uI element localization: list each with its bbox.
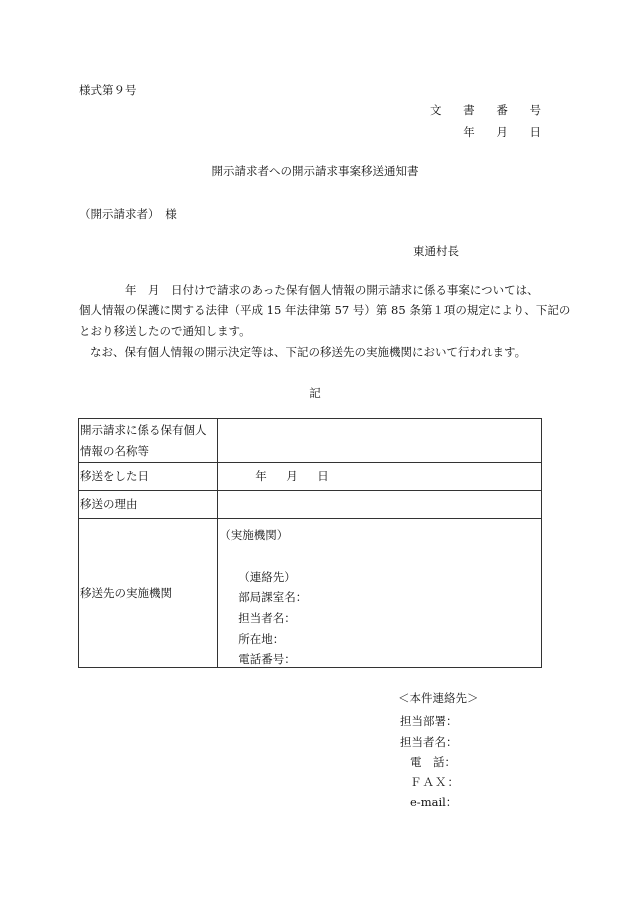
agency-dept-label: 部局課室名： — [238, 590, 308, 604]
transfer-date-value: 年 月 日 — [255, 469, 333, 483]
agency-address-label: 所在地： — [238, 632, 285, 646]
body-paragraph-line-1: 年 月 日付けで請求のあった保有個人情報の開示請求に係る事案については、 — [125, 283, 539, 297]
info-name-label-line-1: 開示請求に係る保有個人 — [80, 422, 207, 437]
destination-agency-label: 移送先の実施機関 — [79, 519, 218, 668]
transfer-info-table — [78, 418, 542, 668]
contact-block-heading: ＜本件連絡先＞ — [398, 691, 479, 705]
document-number-label: 文 書 番 号 — [430, 103, 550, 117]
transfer-reason-value-cell — [218, 491, 542, 519]
info-name-label-line-2: 情報の名称等 — [80, 443, 149, 458]
agency-heading: （実施機関） — [219, 528, 289, 542]
contact-dept-label: 担当部署： — [400, 714, 458, 728]
sender-name: 東通村長 — [413, 244, 459, 258]
agency-contact-heading: （連絡先） — [238, 570, 296, 584]
contact-fax-label: ＦＡＸ： — [410, 775, 460, 789]
agency-person-label: 担当者名： — [238, 611, 296, 625]
table-row — [79, 419, 542, 463]
ki-heading: 記 — [309, 386, 321, 400]
transfer-reason-label: 移送の理由 — [79, 491, 218, 519]
document-date-label: 年 月 日 — [463, 125, 550, 139]
transfer-date-value-cell — [218, 463, 542, 491]
contact-person-label: 担当者名： — [400, 735, 458, 749]
table-row — [79, 519, 542, 668]
body-paragraph-line-3: とおり移送したので通知します。 — [79, 324, 251, 338]
body-paragraph-line-2: 個人情報の保護に関する法律（平成 15 年法律第 57 号）第 85 条第１項の規定により、下記の — [79, 303, 571, 317]
agency-phone-label: 電話番号： — [238, 652, 296, 666]
contact-email-label: e-mail： — [410, 795, 458, 809]
transfer-date-label: 移送をした日 — [79, 463, 218, 491]
info-name-label-cell — [79, 419, 218, 463]
document-title: 開示請求者への開示請求事案移送通知書 — [211, 164, 419, 178]
body-paragraph-line-4: なお、保有個人情報の開示決定等は、下記の移送先の実施機関において行われます。 — [90, 345, 527, 359]
form-number: 様式第９号 — [79, 83, 137, 97]
table-row — [79, 491, 542, 519]
destination-agency-cell — [218, 519, 542, 668]
addressee: （開示請求者） 様 — [79, 207, 177, 221]
info-name-value-cell — [218, 419, 542, 463]
table-row — [79, 463, 542, 491]
contact-phone-label: 電 話： — [410, 755, 456, 769]
